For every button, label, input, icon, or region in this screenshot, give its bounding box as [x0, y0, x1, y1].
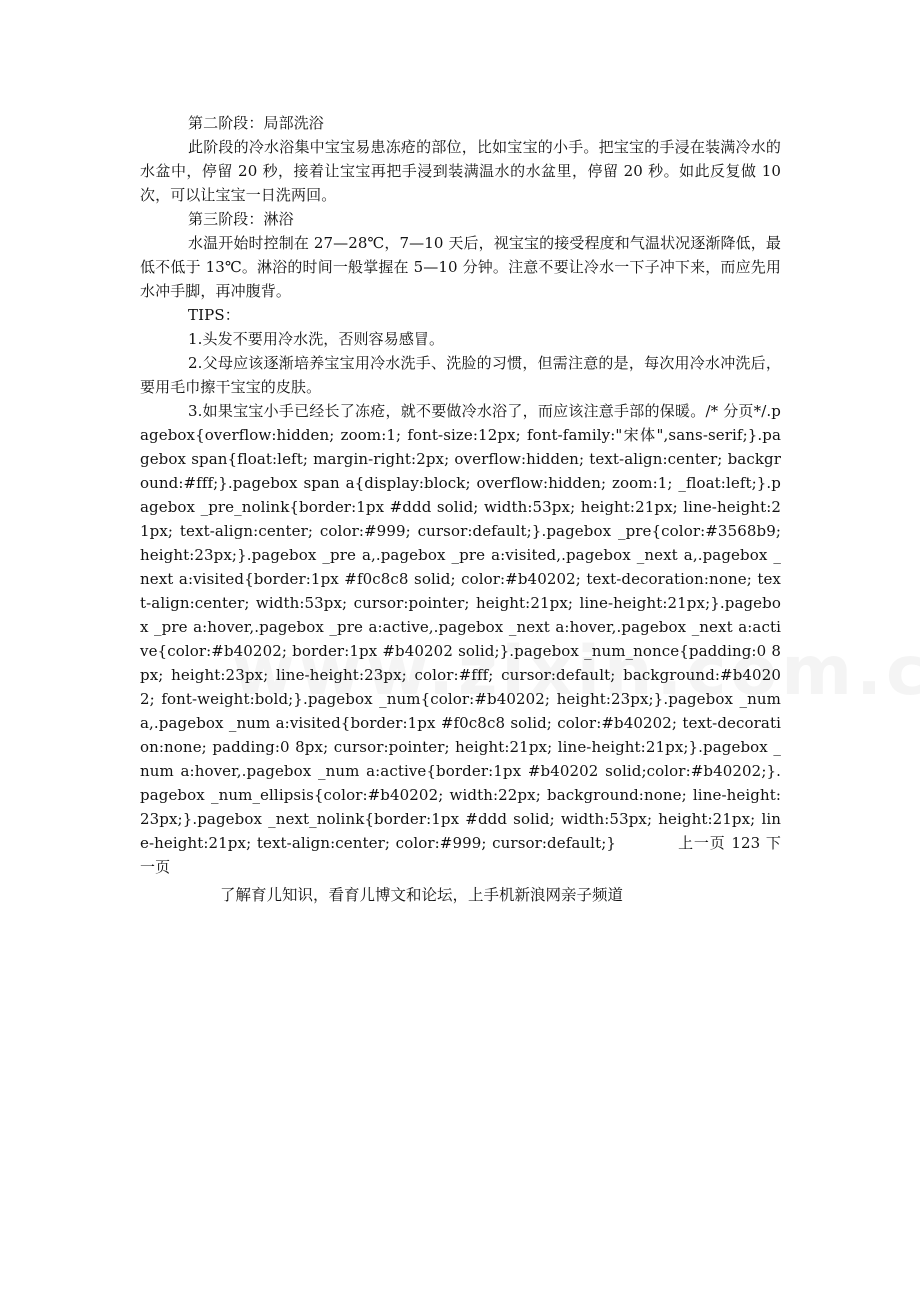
tip-item-2: 2.父母应该逐渐培养宝宝用冷水洗手、洗脸的习惯，但需注意的是，每次用冷水冲洗后，要用毛巾擦干宝宝的皮肤。	[140, 354, 781, 396]
section-heading-stage-three: 第三阶段：淋浴	[188, 210, 294, 228]
footer-promo-text: 了解育儿知识，看育儿博文和论坛，上手机新浪网亲子频道	[220, 886, 624, 904]
paragraph-stage-two: 此阶段的冷水浴集中宝宝易患冻疮的部位，比如宝宝的小手。把宝宝的手浸在装满冷水的水盆中，停留 20 秒，接着让宝宝再把手浸到装满温水的水盆里，停留 20 秒。如此反复做 10 次，可以让宝宝一日洗两回。	[140, 138, 781, 204]
pagination-text: 上一页 123 下一页	[140, 834, 781, 876]
paragraph-stage-three: 水温开始时控制在 27—28℃，7—10 天后，视宝宝的接受程度和气温状况逐渐降低，最低不低于 13℃。淋浴的时间一般掌握在 5—10 分钟。注意不要让冷水一下子冲下来，而应先用水冲手脚，再冲腹背。	[140, 234, 781, 300]
tips-heading: TIPS：	[188, 306, 240, 324]
tip-item-3-text: 3.如果宝宝小手已经长了冻疮，就不要做冷水浴了，而应该注意手部的保暖。/* 分页*/.pagebox{overflow:hidden; zoom:1; font-size:12px; font-family:"宋体",sans-serif;}.pagebox span{float:left; margin-right:2px; overflow:hidden; text-align:center; background:#fff;}.pagebox span a{display:block; overflow:hidden; zoom:1; _float:left;}.pagebox _pre_nolink{border:1px #ddd solid; width:53px; height:21px; line-height:21px; text-align:center; color:#999; cursor:default;}.pagebox _pre{color:#3568b9; height:23px;}.pagebox _pre a,.pagebox _pre a:visited,.pagebox _next a,.pagebox _next a:visited{border:1px #f0c8c8 solid; color:#b40202; text-decoration:none; text-align:center; width:53px; cursor:pointer; height:21px; line-height:21px;}.pagebox _pre a:hover,.pagebox _pre a:active,.pagebox _next a:hover,.pagebox _next a:active{color:#b40202; border:1px #b40202 solid;}.pagebox _num_nonce{padding:0 8px; height:23px; line-height:23px; color:#fff; cursor:default; background:#b40202; font-weight:bold;}.pagebox _num{color:#b40202; height:23px;}.pagebox _num a,.pagebox _num a:visited{border:1px #f0c8c8 solid; color:#b40202; text-decoration:none; padding:0 8px; cursor:pointer; height:21px; line-height:21px;}.pagebox _num a:hover,.pagebox _num a:active{border:1px #b40202 solid;color:#b40202;}.pagebox _num_ellipsis{color:#b40202; width:22px; background:none; line-height:23px;}.pagebox _next_nolink{border:1px #ddd solid; width:53px; height:21px; line-height:21px; text-align:center; color:#999; cursor:default;}	[140, 402, 781, 852]
section-heading-stage-two: 第二阶段：局部洗浴	[188, 114, 324, 132]
tip-item-1: 1.头发不要用冷水洗，否则容易感冒。	[188, 330, 445, 348]
article-body	[140, 111, 781, 879]
tip-item-3-with-css	[140, 399, 781, 879]
